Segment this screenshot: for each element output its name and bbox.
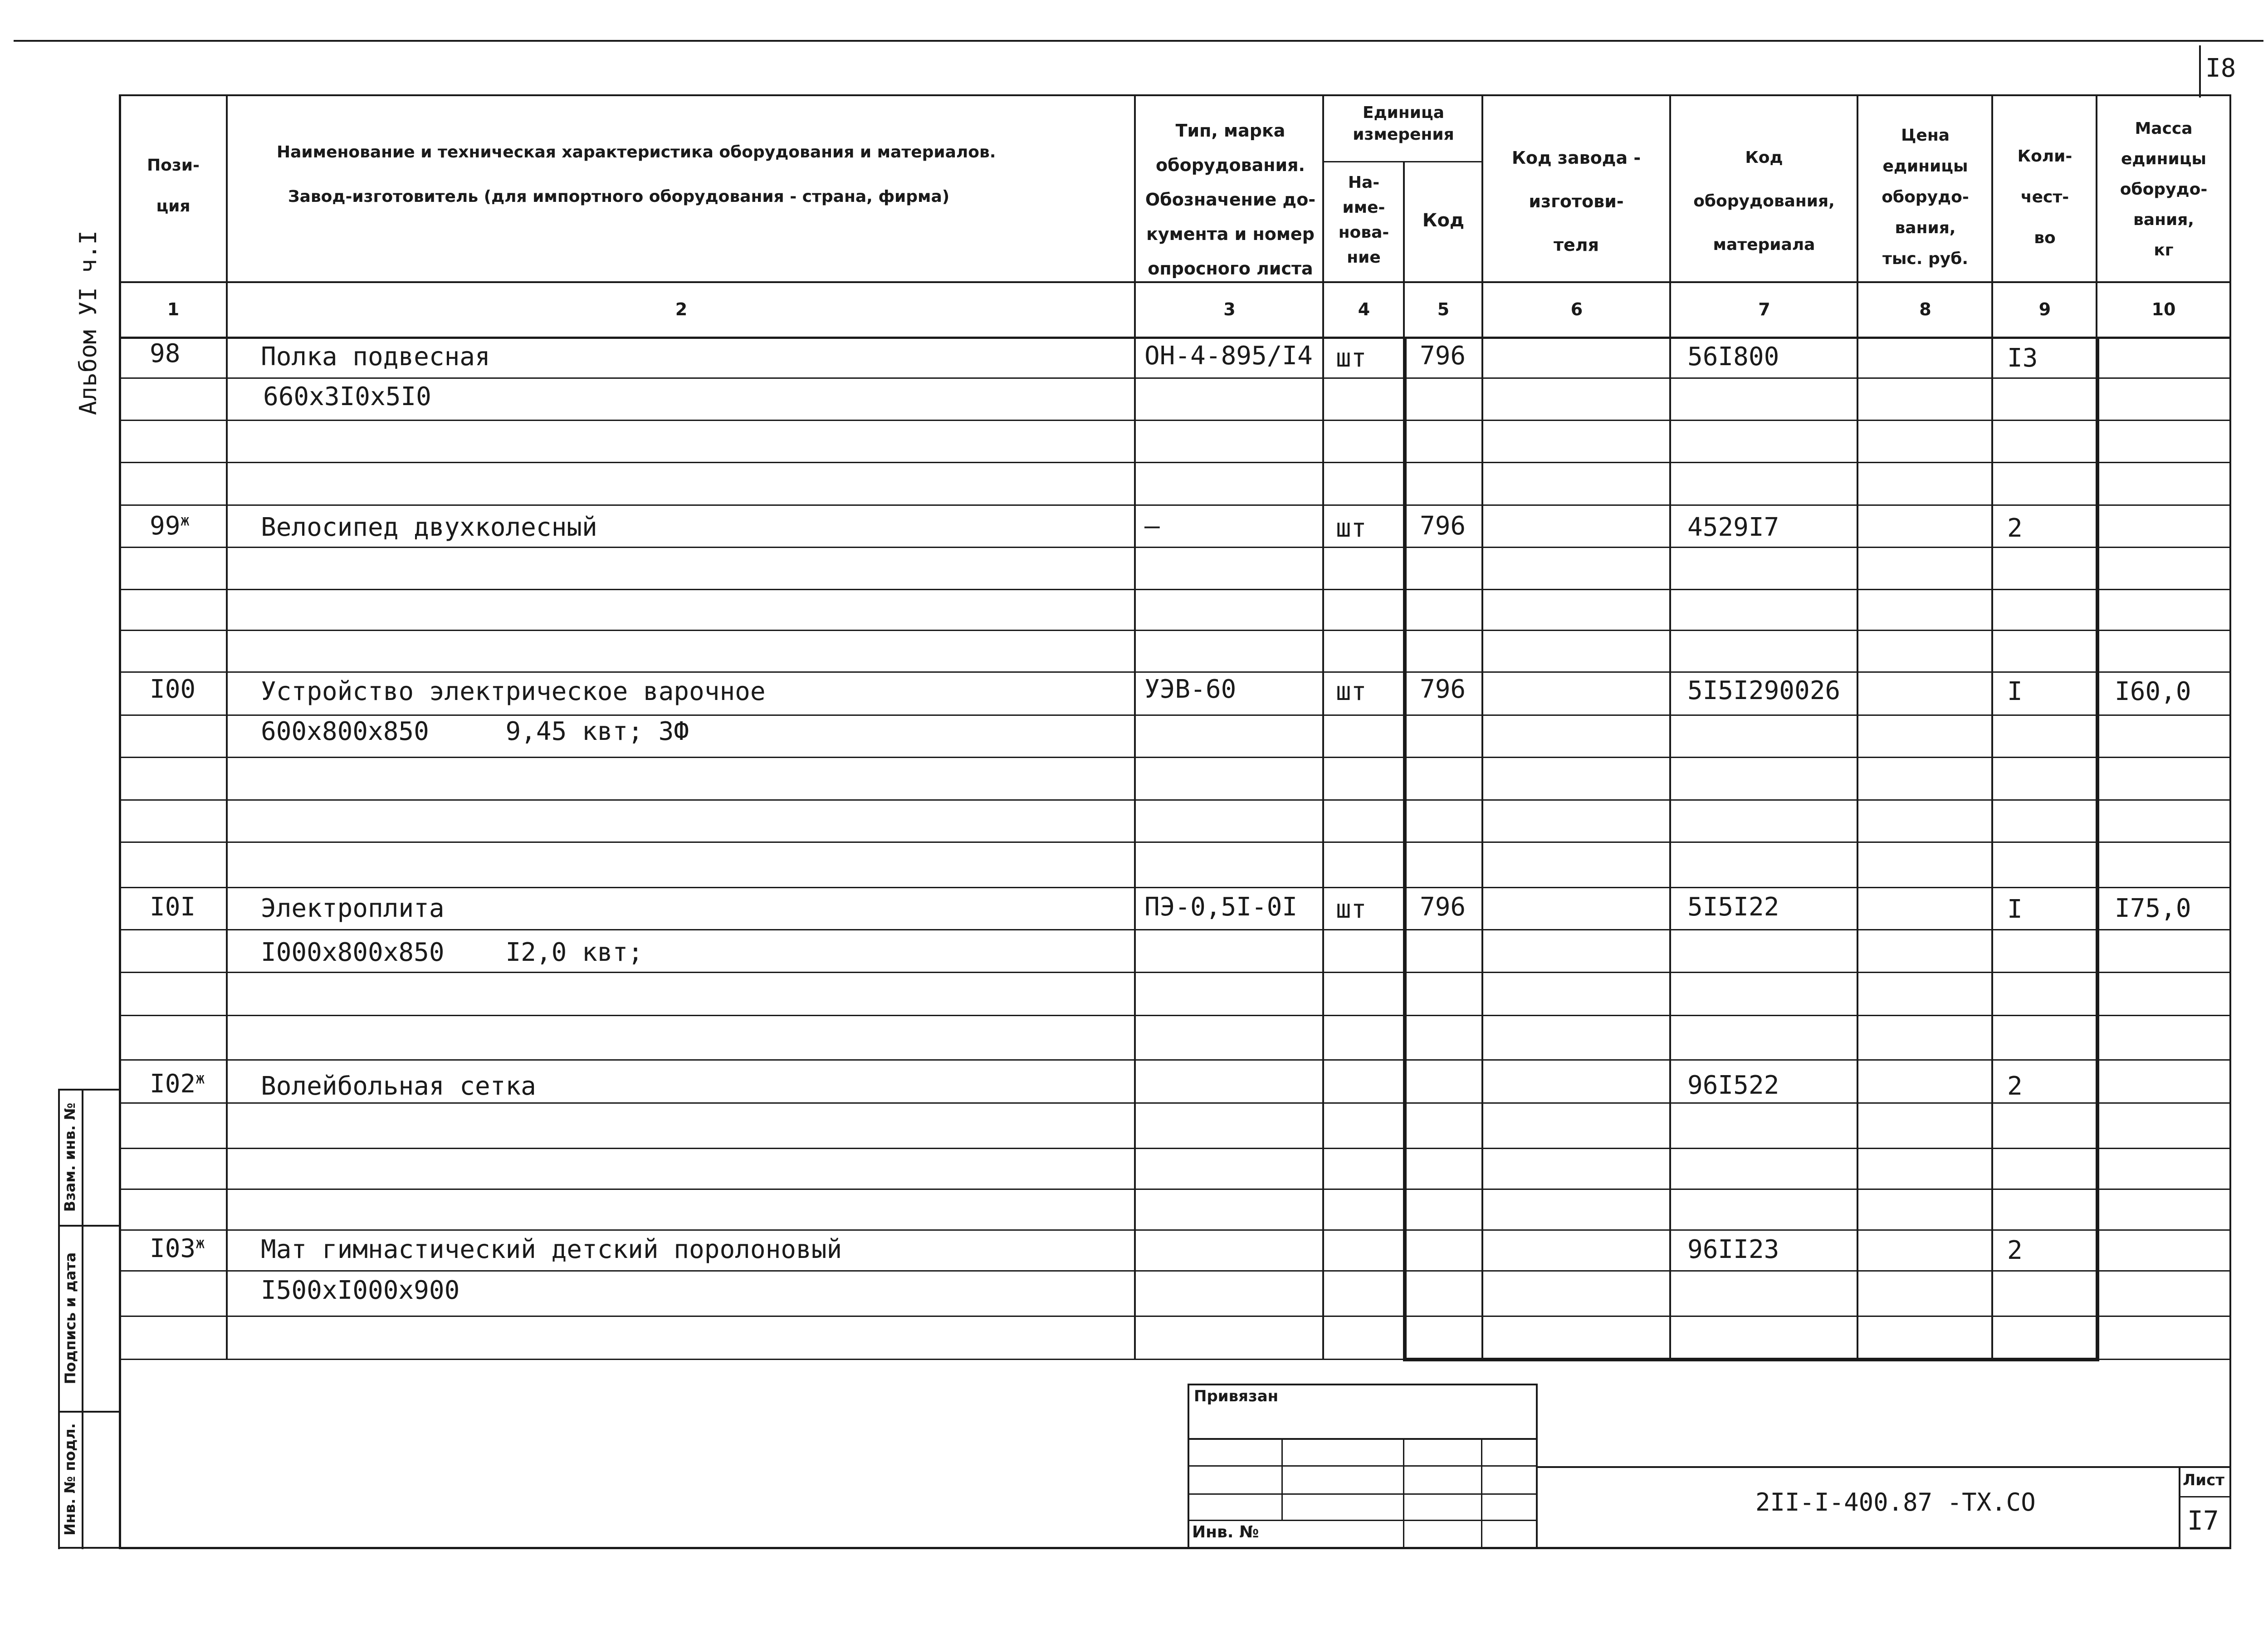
row-line	[119, 929, 2230, 930]
row-100-name-details: 600x800x850 9,45 квт; 3Ф	[261, 717, 689, 746]
header-col9: Коли- чест- во	[2017, 147, 2072, 247]
col-number-5: 5	[1437, 299, 1450, 319]
col-line-8	[1991, 94, 1993, 1360]
col-line-6	[1669, 94, 1671, 1360]
row-101-type: ПЭ-0,5I-0I	[1144, 892, 1298, 922]
tb-privyazan-label: Привязан	[1194, 1387, 1279, 1405]
col-number-1: 1	[167, 299, 180, 319]
row-103-name: Мат гимнастический детский поролоновый	[261, 1235, 842, 1264]
row-line	[119, 630, 2230, 631]
header-col2-line1: Наименование и техническая характеристика оборудования и материалов.	[277, 143, 996, 161]
sheet-box-left	[2199, 45, 2201, 98]
col-number-4: 4	[1358, 299, 1370, 319]
tb-doc-top	[1536, 1466, 2230, 1468]
row-line	[119, 671, 2230, 673]
bold-line-col10	[2096, 338, 2099, 1360]
header-unit-group: Единица измерения	[1353, 103, 1454, 144]
album-label: Альбом УI ч.I	[75, 230, 102, 415]
row-line	[119, 377, 2230, 379]
row-line	[119, 420, 2230, 421]
col-number-7: 7	[1758, 299, 1770, 319]
row-101-mass: I75,0	[2115, 894, 2191, 923]
list-number: I7	[2187, 1505, 2219, 1536]
row-98-unit: шт	[1336, 343, 1367, 373]
tb-line4	[1188, 1520, 1538, 1521]
row-100-type: УЭВ-60	[1144, 675, 1237, 704]
header-col5: Код	[1422, 210, 1465, 231]
tb-line2	[1188, 1465, 1538, 1467]
header-col3: Тип, марка оборудования. Обозначение до- кумента и номер опросного листа	[1145, 121, 1316, 279]
row-101-name-details: I000x800x850 I2,0 квт;	[261, 938, 643, 967]
sheet-top-number: I8	[2205, 54, 2236, 83]
header-col10: Масса единицы оборудо- вания, кг	[2120, 119, 2208, 259]
row-100-equipment-code: 5I5I290026	[1687, 676, 1841, 705]
row-103-star: ж	[196, 1234, 205, 1252]
row-99-equipment-code: 4529I7	[1687, 513, 1779, 542]
col-number-10: 10	[2151, 299, 2176, 319]
col-line-3	[1322, 94, 1324, 1360]
row-101-equipment-code: 5I5I22	[1687, 892, 1779, 922]
row-99-position: $99^ж$	[150, 511, 190, 541]
header-col8: Цена единицы оборудо- вания, тыс. руб.	[1882, 126, 1969, 268]
row-line	[119, 462, 2230, 463]
row-99-name: Велосипед двухколесный	[261, 513, 597, 542]
row-line	[119, 757, 2230, 758]
header-col6: Код завода - изготови- теля	[1511, 148, 1641, 255]
list-box-mid	[2179, 1496, 2230, 1497]
row-101-unit-code: 796	[1420, 892, 1466, 922]
row-100-position: I00	[150, 675, 196, 704]
tb-vline2	[1403, 1438, 1404, 1548]
col-line-7	[1857, 94, 1858, 1360]
row-line	[119, 972, 2230, 973]
row-102-equipment-code: 96I522	[1687, 1071, 1779, 1100]
col-line-5	[1481, 94, 1483, 1360]
header-col4: На- име- нова- ние	[1338, 173, 1389, 267]
row-100-mass: I60,0	[2115, 677, 2191, 706]
row-100-unit: шт	[1336, 677, 1367, 706]
row-98-name-dimensions: 660x3I0x5I0	[263, 382, 431, 411]
row-99-unit: шт	[1336, 514, 1367, 543]
unit-group-line	[1322, 161, 1483, 162]
col-number-6: 6	[1570, 299, 1583, 319]
row-99-quantity: 2	[2007, 514, 2023, 543]
header-col2-line2: Завод-изготовитель (для импортного оборудования - страна, фирма)	[288, 187, 950, 206]
list-box-left	[2179, 1466, 2180, 1548]
list-label: Лист	[2183, 1471, 2224, 1489]
header-col1: Пози- ция	[147, 156, 200, 215]
col-number-2: 2	[675, 299, 688, 319]
row-100-name: Устройство электрическое варочное	[261, 677, 766, 706]
row-line	[119, 1102, 2230, 1104]
row-99-star: ж	[180, 511, 190, 530]
tb-line3	[1188, 1493, 1538, 1495]
row-98-quantity: I3	[2007, 343, 2038, 373]
col-number-3: 3	[1223, 299, 1236, 319]
row-line	[119, 504, 2230, 506]
row-100-unit-code: 796	[1420, 675, 1466, 704]
row-103-name-dimensions: I500xI000x900	[261, 1276, 460, 1305]
row-98-equipment-code: 56I800	[1687, 342, 1779, 372]
row-line	[119, 1316, 2230, 1317]
side-stamp-inner	[82, 1089, 83, 1549]
row-98-type: ОН-4-895/I4	[1144, 341, 1313, 371]
side-stamp-inv-podl: Инв. № подл.	[61, 1423, 78, 1536]
row-line	[119, 841, 2230, 843]
row-line	[119, 1189, 2230, 1190]
row-line	[119, 1148, 2230, 1149]
row-98-unit-code: 796	[1420, 341, 1466, 371]
row-line	[119, 1015, 2230, 1016]
tb-inv-no-label: Инв. №	[1192, 1523, 1259, 1541]
row-line	[119, 547, 2230, 548]
tb-top	[1188, 1384, 1538, 1385]
row-101-quantity: I	[2007, 895, 2023, 924]
row-101-name: Электроплита	[261, 894, 445, 923]
tb-vline1	[1281, 1438, 1283, 1520]
side-stamp-podpis: Подпись и дата	[62, 1252, 79, 1384]
row-102-name: Волейбольная сетка	[261, 1071, 536, 1101]
row-line	[119, 1229, 2230, 1231]
header-col7: Код оборудования, материала	[1693, 148, 1835, 254]
table-top-border	[119, 94, 2230, 96]
bold-line-col5	[1403, 338, 1407, 1360]
col-line-1	[226, 94, 228, 1360]
tb-line1	[1188, 1438, 1538, 1440]
row-99-unit-code: 796	[1420, 511, 1466, 541]
col-line-2	[1134, 94, 1136, 1360]
row-line	[119, 1359, 2230, 1360]
col-number-8: 8	[1919, 299, 1931, 319]
row-101-unit: шт	[1336, 895, 1367, 924]
row-102-star: ж	[196, 1069, 205, 1088]
row-line	[119, 1270, 2230, 1272]
row-line	[119, 799, 2230, 801]
row-103-position: $I03^ж$	[150, 1234, 205, 1263]
row-98-position: 98	[150, 339, 181, 368]
row-98-name: Полка подвесная	[261, 342, 490, 372]
row-100-quantity: I	[2007, 677, 2023, 706]
row-103-quantity: 2	[2007, 1236, 2023, 1265]
table-bottom-border	[119, 1547, 2231, 1549]
row-103-equipment-code: 96II23	[1687, 1235, 1779, 1264]
side-stamp-vzam: Взам. инв. №	[61, 1102, 78, 1212]
top-border	[14, 40, 2263, 42]
numbers-bottom-line	[119, 337, 2230, 339]
row-line	[119, 887, 2230, 888]
row-102-quantity: 2	[2007, 1071, 2023, 1101]
row-102-position: $I02^ж$	[150, 1069, 205, 1099]
side-stamp-left	[58, 1089, 60, 1549]
row-101-position: I0I	[150, 892, 196, 922]
row-line	[119, 589, 2230, 590]
tb-vline3	[1481, 1438, 1482, 1548]
tb-doc-code: 2II-I-400.87 -ТХ.СО	[1755, 1488, 2036, 1517]
col-number-9: 9	[2038, 299, 2051, 319]
row-99-type: –	[1144, 511, 1160, 541]
row-line	[119, 1059, 2230, 1061]
